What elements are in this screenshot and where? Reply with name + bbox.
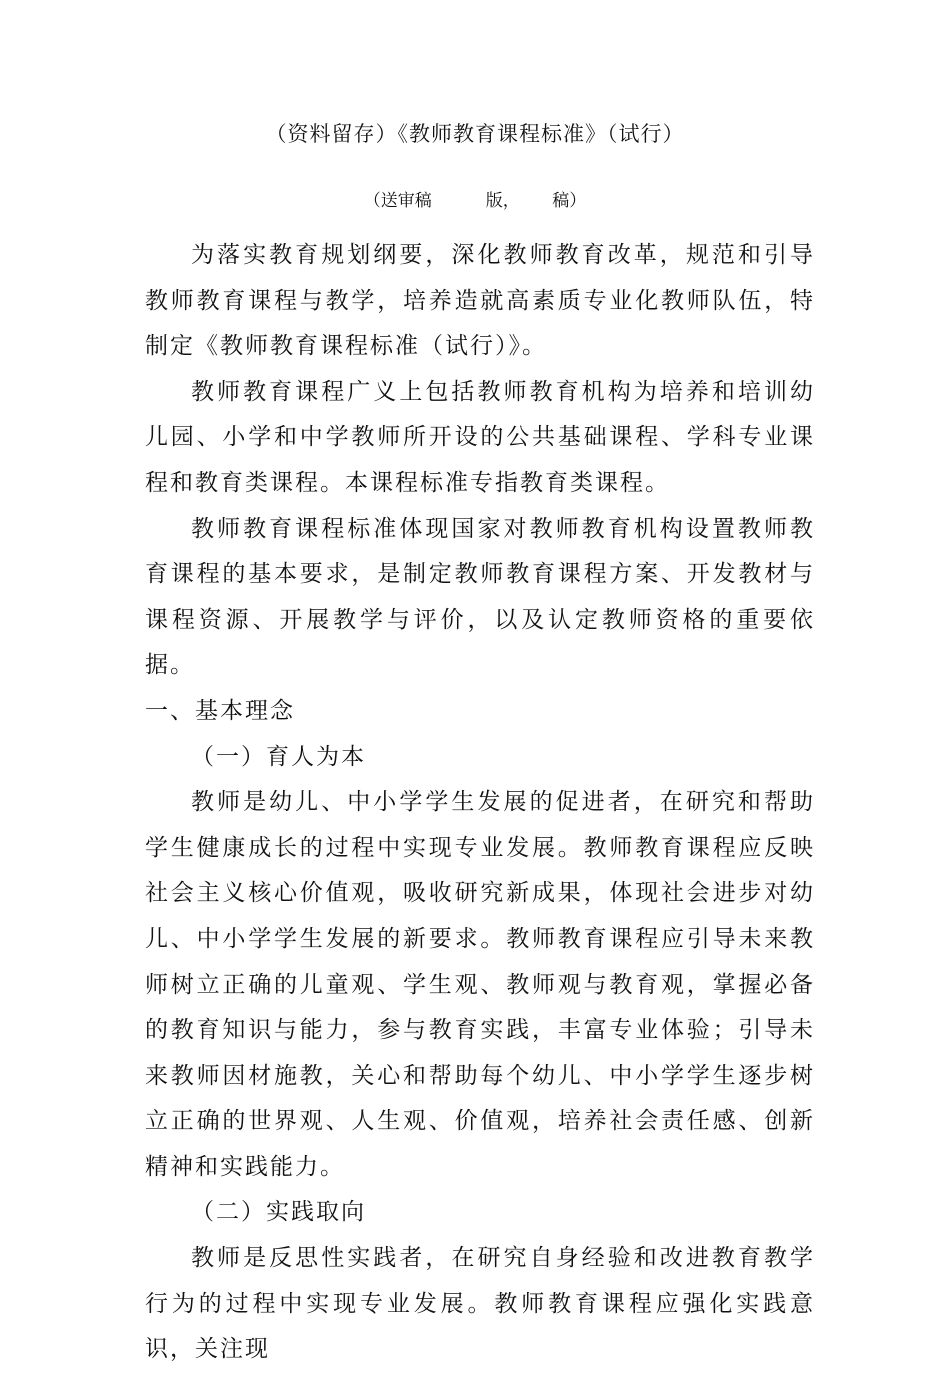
subsection-paragraph-student-centered: 教师是幼儿、中小学学生发展的促进者，在研究和帮助学生健康成长的过程中实现专业发展。教师教育课程应反映社会主义核心价值观，吸收研究新成果，体现社会进步对幼儿、中小学学生发展的新要求。教师教育课程应引导未来教师树立正确的儿童观、学生观、教师观与教育观，掌握必备的教育知识与能力，参与教育实践，丰富专业体验；引导未来教师因材施教，关心和帮助每个幼儿、中小学学生逐步树立正确的世界观、人生观、价值观，培养社会责任感、创新精神和实践能力。 (145, 789, 815, 1180)
intro-paragraph-2: 教师教育课程广义上包括教师教育机构为培养和培训幼儿园、小学和中学教师所开设的公共基础课程、学科专业课程和教育类课程。本课程标准专指教育类课程。 (145, 378, 815, 496)
subsection-heading-practice-oriented: （二）实践取向 (191, 1199, 366, 1226)
subsection-heading-student-centered: （一）育人为本 (191, 743, 366, 770)
subsection-paragraph-practice-oriented: 教师是反思性实践者，在研究自身经验和改进教育教学行为的过程中实现专业发展。教师教育课程应强化实践意识，关注现 (145, 1245, 815, 1363)
document-body (145, 233, 815, 1373)
section-heading-basic-concepts: 一、基本理念 (145, 697, 295, 724)
document-subtitle: （送审稿 版， 稿） (363, 191, 587, 211)
intro-paragraph-1: 为落实教育规划纲要，深化教师教育改革，规范和引导教师教育课程与教学，培养造就高素质专业化教师队伍，特制定《教师教育课程标准（试行）》。 (145, 242, 815, 360)
intro-paragraph-3: 教师教育课程标准体现国家对教师教育机构设置教师教育课程的基本要求，是制定教师教育课程方案、开发教材与课程资源、开展教学与评价，以及认定教师资格的重要依据。 (145, 515, 815, 679)
document-title: （资料留存）《教师教育课程标准》（试行） (265, 122, 685, 146)
